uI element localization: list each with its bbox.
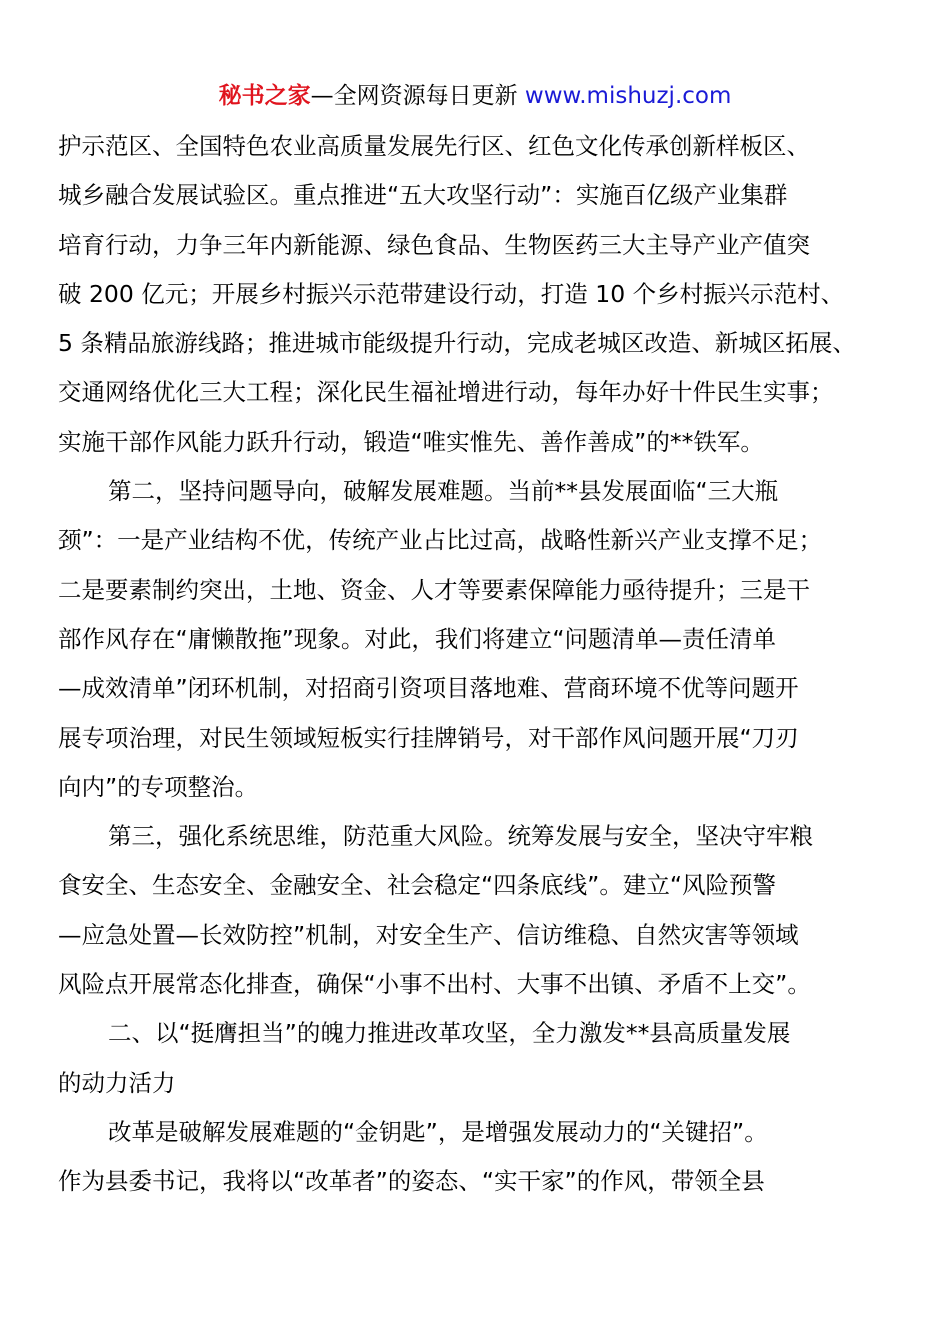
text-line: —应急处置—长效防控”机制，对安全生产、信访维稳、自然灾害等领域 bbox=[58, 920, 799, 949]
text-line: —成效清单”闭环机制，对招商引资项目落地难、营商环境不优等问题开 bbox=[58, 674, 799, 703]
text-line: 第三，强化系统思维，防范重大风险。统筹发展与安全，坚决守牢粮 bbox=[108, 822, 813, 851]
site-header bbox=[0, 80, 950, 112]
site-url-link[interactable]: www.mishuzj.com bbox=[524, 83, 732, 109]
text-line: 破 200 亿元；开展乡村振兴示范带建设行动，打造 10 个乡村振兴示范村、 bbox=[58, 279, 845, 308]
text-line: 二是要素制约突出，土地、资金、人才等要素保障能力亟待提升；三是干 bbox=[58, 575, 810, 604]
site-tagline: —全网资源每日更新 bbox=[310, 83, 518, 109]
text-line: 实施干部作风能力跃升行动，锻造“唯实惟先、善作善成”的**铁军。 bbox=[58, 427, 764, 456]
text-line: 向内”的专项整治。 bbox=[58, 772, 259, 801]
text-line: 颈”：一是产业结构不优，传统产业占比过高，战略性新兴产业支撑不足； bbox=[58, 526, 823, 555]
text-line: 改革是破解发展难题的“金钥匙”，是增强发展动力的“关键招”。 bbox=[108, 1117, 768, 1146]
text-line: 作为县委书记，我将以“改革者”的姿态、“实干家”的作风，带领全县 bbox=[58, 1167, 765, 1196]
text-line: 风险点开展常态化排查，确保“小事不出村、大事不出镇、矛盾不上交”。 bbox=[58, 970, 811, 999]
text-line: 城乡融合发展试验区。重点推进“五大攻坚行动”：实施百亿级产业集群 bbox=[58, 181, 788, 210]
text-line: 培育行动，力争三年内新能源、绿色食品、生物医药三大主导产业产值突 bbox=[58, 230, 810, 259]
text-line: 的动力活力 bbox=[58, 1068, 176, 1097]
text-line: 部作风存在“庸懒散拖”现象。对此，我们将建立“问题清单—责任清单 bbox=[58, 624, 777, 653]
site-brand: 秘书之家 bbox=[218, 83, 311, 109]
text-line: 5 条精品旅游线路；推进城市能级提升行动，完成老城区改造、新城区拓展、 bbox=[58, 329, 856, 358]
text-line: 食安全、生态安全、金融安全、社会稳定“四条底线”。建立“风险预警 bbox=[58, 871, 777, 900]
text-line: 第二，坚持问题导向，破解发展难题。当前**县发展面临“三大瓶 bbox=[108, 477, 779, 506]
text-line: 护示范区、全国特色农业高质量发展先行区、红色文化传承创新样板区、 bbox=[58, 132, 810, 160]
text-line: 二、以“挺膺担当”的魄力推进改革攻坚，全力激发**县高质量发展 bbox=[108, 1019, 791, 1048]
document-body bbox=[58, 122, 903, 1207]
text-line: 展专项治理，对民生领域短板实行挂牌销号，对干部作风问题开展“刀刃 bbox=[58, 723, 799, 752]
text-line: 交通网络优化三大工程；深化民生福祉增进行动，每年办好十件民生实事； bbox=[58, 378, 834, 407]
